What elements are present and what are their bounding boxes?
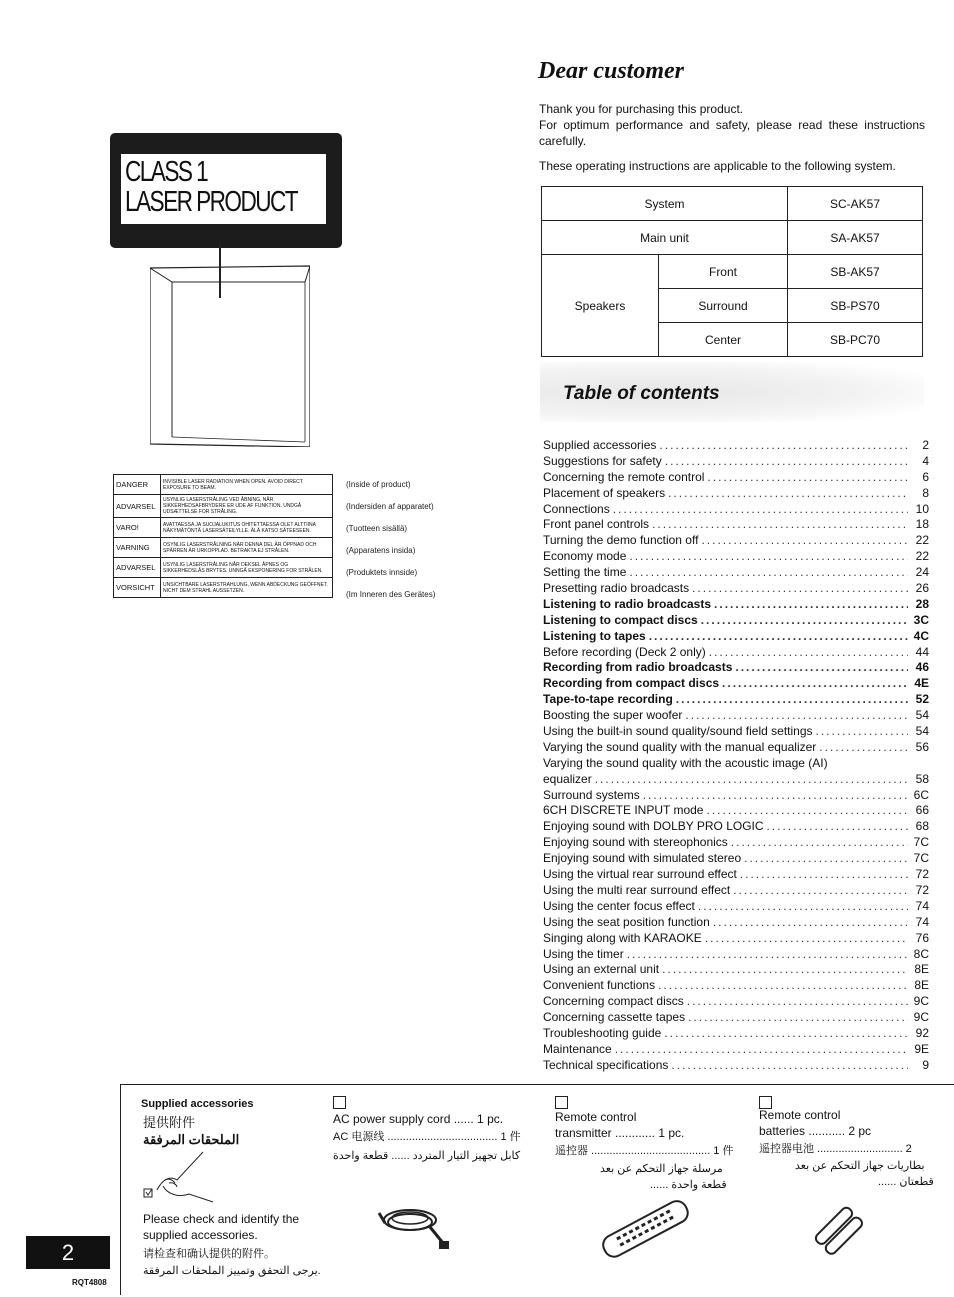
toc-entry (543, 803, 929, 819)
warning-note: (Indersiden af apparatet) (346, 502, 434, 511)
toc-leader-dots (709, 645, 908, 659)
ac-cord-label-ar: كابل تجهيز التيار المتردد ...... قطعة واحدة (333, 1150, 521, 1162)
toc-entry (543, 994, 929, 1010)
toc-entry-page: 4C (913, 628, 929, 643)
toc-entry (543, 645, 929, 661)
toc-entry-page: 3C (913, 612, 929, 627)
speaker-name: Surround (659, 289, 788, 323)
check-note: Please check and identify the supplied accessories. (143, 1212, 300, 1242)
warning-note: (Apparatens insida) (346, 546, 416, 555)
laser-warning-table (113, 474, 333, 598)
toc-leader-dots (652, 517, 908, 531)
warning-text: INVISIBLE LASER RADIATION WHEN OPEN. AVOID DIRECT EXPOSURE TO BEAM. (161, 475, 333, 495)
toc-entry-label: Troubleshooting guide (543, 1025, 662, 1040)
toc-entry-page: 72 (915, 882, 929, 897)
toc-entry-page: 9 (922, 1057, 929, 1072)
toc-leader-dots (706, 803, 908, 817)
toc-entry-label: Listening to tapes (543, 628, 646, 643)
warning-row (114, 475, 333, 495)
toc-leader-dots (819, 740, 908, 754)
toc-leader-dots (595, 772, 908, 786)
toc-entry-page: 22 (915, 549, 929, 564)
toc-entry-page: 8 (922, 485, 929, 500)
checkbox-remote[interactable] (555, 1096, 568, 1109)
toc-leader-dots (744, 851, 908, 865)
toc-entry-label: Recording from compact discs (543, 676, 720, 691)
toc-entry (543, 549, 929, 565)
toc-entry (543, 692, 929, 708)
intro-applicable: These operating instructions are applicable to the following system. (539, 159, 896, 173)
system-label: System (542, 187, 788, 221)
toc-entry (543, 772, 929, 788)
speaker-model: SB-PS70 (788, 289, 923, 323)
speaker-name: Front (659, 255, 788, 289)
toc-leader-dots (687, 994, 908, 1008)
toc-entry-page: 26 (915, 581, 929, 596)
remote-control-icon (595, 1193, 695, 1263)
toc-entry-label: Turning the demo function off (543, 533, 699, 548)
toc-leader-dots (698, 899, 908, 913)
warning-lang: ADVARSEL (114, 558, 161, 578)
toc-entry (543, 629, 929, 645)
toc-entry (543, 835, 929, 851)
toc-entry (543, 883, 929, 899)
toc-entry-page: 68 (915, 819, 929, 834)
toc-entry-label: Using the seat position function (543, 914, 710, 929)
toc-leader-dots (671, 1058, 908, 1072)
intro-read-instructions: For optimum performance and safety, please read these instructions carefully. (539, 118, 925, 148)
toc-leader-dots (659, 438, 908, 452)
toc-entry-label: Concerning cassette tapes (543, 1010, 686, 1025)
toc-entry-label: Singing along with KARAOKE (543, 930, 702, 945)
hand-checking-icon (143, 1150, 218, 1205)
warning-lang: DANGER (114, 475, 161, 495)
toc-entry (543, 819, 929, 835)
toc-entry (543, 724, 929, 740)
toc-entry-label: Connections (543, 501, 610, 516)
toc-entry-label: Surround systems (543, 787, 640, 802)
toc-entry-page: 22 (915, 533, 929, 548)
toc-entry-page: 2 (922, 438, 929, 452)
product-illustration (150, 262, 310, 447)
table-of-contents (543, 438, 929, 1074)
toc-entry-page: 54 (915, 724, 929, 739)
toc-leader-dots (735, 660, 908, 674)
toc-entry-page: 52 (915, 692, 929, 707)
toc-entry-label: Using the built-in sound quality/sound field settings (543, 724, 813, 739)
toc-leader-dots (615, 1042, 908, 1056)
toc-leader-dots (714, 597, 908, 611)
toc-entry-label: Economy mode (543, 549, 627, 564)
toc-entry-page: 6 (922, 469, 929, 484)
toc-entry-page: 54 (915, 708, 929, 723)
toc-entry (543, 454, 929, 470)
toc-entry (543, 740, 929, 756)
toc-entry (543, 533, 929, 549)
toc-entry (543, 931, 929, 947)
toc-entry-page: 4E (914, 676, 929, 691)
toc-entry (543, 1026, 929, 1042)
toc-entry-label: Using an external unit (543, 962, 660, 977)
laser-class-label (110, 133, 342, 248)
accessories-heading-zh: 提供附件 (143, 1115, 196, 1130)
toc-entry (543, 581, 929, 597)
toc-entry-label: Varying the sound quality with the manual equalizer (543, 739, 817, 754)
toc-entry-page: 66 (915, 803, 929, 818)
toc-entry-page: 24 (915, 565, 929, 580)
toc-entry-page: 10 (915, 501, 929, 516)
warning-note: (Tuotteen sisällä) (346, 524, 408, 533)
toc-entry-page: 76 (915, 930, 929, 945)
toc-entry-label: Front panel controls (543, 517, 650, 532)
toc-entry-label: Using the center focus effect (543, 898, 695, 913)
toc-leader-dots (613, 502, 908, 516)
toc-entry-label: Varying the sound quality with the acoustic image (AI) (543, 755, 828, 770)
toc-leader-dots (629, 549, 908, 563)
toc-leader-dots (701, 533, 908, 547)
batteries-label-zh: 遥控器电池 ............................ 2 (759, 1143, 912, 1155)
main-unit-label: Main unit (542, 221, 788, 255)
toc-entry-page: 4 (922, 453, 929, 468)
system-table (541, 186, 923, 357)
toc-entry-page: 9C (913, 1010, 929, 1025)
toc-entry (543, 502, 929, 518)
toc-entry (543, 1058, 929, 1074)
warning-text: USYNLIG LASERSTRÅLING NÅR DEKSEL ÅPNES OG SIKKERHEDSLÅS BRYTES. UNNGÅ EKSPONERING FOR STRÅLEN. (161, 558, 333, 578)
toc-entry (543, 899, 929, 915)
remote-label-ar-2: ...... قطعة واحدة (650, 1179, 727, 1191)
warning-lang: VARO! (114, 518, 161, 538)
warning-note: (Inside of product) (346, 480, 411, 489)
toc-entry-page: 58 (915, 771, 929, 786)
toc-leader-dots (629, 565, 908, 579)
toc-entry-label: Enjoying sound with DOLBY PRO LOGIC (543, 819, 764, 834)
main-unit-value: SA-AK57 (788, 221, 923, 255)
toc-leader-dots (707, 470, 908, 484)
toc-leader-dots (722, 676, 908, 690)
laser-label-line2: LASER PRODUCT (125, 186, 298, 218)
warning-row (114, 558, 333, 578)
toc-entry-page: 92 (915, 1025, 929, 1040)
batteries-label-2: batteries ........... 2 pc (759, 1124, 872, 1138)
toc-leader-dots (662, 962, 908, 976)
toc-entry (543, 676, 929, 692)
toc-leader-dots (688, 1010, 908, 1024)
accessories-heading-ar: الملحقات المرفقة (143, 1132, 240, 1147)
batteries-icon (810, 1203, 870, 1255)
speakers-label: Speakers (542, 255, 659, 357)
toc-entry-page: 74 (915, 914, 929, 929)
toc-entry-label: Setting the time (543, 565, 627, 580)
toc-entry-label: Listening to compact discs (543, 612, 698, 627)
toc-entry-label: equalizer (543, 771, 592, 786)
remote-label-zh: 遥控器 ....................................... 1 件 (555, 1145, 734, 1157)
toc-entry (543, 978, 929, 994)
warning-lang: ADVARSEL (114, 495, 161, 518)
toc-entry-page: 72 (915, 867, 929, 882)
toc-entry-page: 6C (913, 787, 929, 802)
warning-row (114, 495, 333, 518)
toc-entry (543, 486, 929, 502)
toc-leader-dots (713, 915, 908, 929)
toc-entry (543, 851, 929, 867)
warning-text: AVATTAESSA JA SUOJALUKITUS OHITETTAESSA OLET ALTTIINA NÄKYMÄTÖNTÄ LASERSÄTEILYLLE. ÄLÄ KATSO SÄTEESEEN. (161, 518, 333, 538)
toc-entry-label: Technical specifications (543, 1057, 669, 1072)
toc-entry (543, 1010, 929, 1026)
toc-entry (543, 708, 929, 724)
toc-entry-label: 6CH DISCRETE INPUT mode (543, 803, 704, 818)
toc-leader-dots (627, 947, 908, 961)
toc-leader-dots (816, 724, 909, 738)
toc-leader-dots (733, 883, 908, 897)
toc-entry (543, 517, 929, 533)
toc-leader-dots (767, 819, 908, 833)
intro-thanks: Thank you for purchasing this product. (539, 102, 744, 116)
toc-entry-label: Concerning the remote control (543, 469, 705, 484)
toc-entry-label: Enjoying sound with stereophonics (543, 835, 728, 850)
toc-entry-page: 46 (915, 660, 929, 675)
toc-entry (543, 565, 929, 581)
toc-entry (543, 438, 929, 454)
toc-leader-dots (658, 978, 908, 992)
toc-entry-label: Listening to radio broadcasts (543, 596, 712, 611)
toc-entry-page: 9C (913, 994, 929, 1009)
remote-label-1: Remote control (555, 1110, 637, 1124)
warning-lang: VORSICHT (114, 578, 161, 598)
toc-entry-label: Before recording (Deck 2 only) (543, 644, 706, 659)
toc-entry (543, 788, 929, 804)
document-code: RQT4808 (72, 1278, 107, 1287)
warning-note: (Produktets innside) (346, 568, 418, 577)
toc-leader-dots (665, 454, 908, 468)
toc-leader-dots (740, 867, 908, 881)
toc-entry (543, 1042, 929, 1058)
warning-text: UNSICHTBARE LASERSTRAHLUNG, WENN ABDECKUNG GEÖFFNET. NICHT DEM STRAHL AUSSETZEN. (161, 578, 333, 598)
warning-note: (Im Inneren des Gerätes) (346, 590, 436, 599)
warning-row (114, 518, 333, 538)
toc-leader-dots (705, 931, 908, 945)
accessories-heading: Supplied accessories (141, 1098, 254, 1110)
toc-entry-label: Supplied accessories (543, 438, 657, 452)
batteries-label-1: Remote control (759, 1108, 841, 1122)
toc-leader-dots (676, 692, 908, 706)
toc-entry-label: Recording from radio broadcasts (543, 660, 733, 675)
toc-entry (543, 597, 929, 613)
toc-entry (543, 756, 929, 772)
ac-cord-icon (375, 1195, 455, 1255)
toc-entry-page: 8E (914, 978, 929, 993)
toc-entry-label: Maintenance (543, 1041, 612, 1056)
toc-entry-page: 8C (913, 946, 929, 961)
toc-entry-label: Concerning compact discs (543, 994, 684, 1009)
laser-label-inner (121, 154, 326, 224)
speaker-model: SB-AK57 (788, 255, 923, 289)
toc-leader-dots (668, 486, 908, 500)
toc-leader-dots (692, 581, 908, 595)
laser-label-line1: CLASS 1 (125, 156, 208, 188)
toc-entry-page: 7C (913, 835, 929, 850)
toc-entry-page: 56 (915, 739, 929, 754)
toc-entry-page: 74 (915, 898, 929, 913)
ac-cord-label: AC power supply cord ...... 1 pc. (333, 1112, 504, 1126)
speaker-name: Center (659, 323, 788, 357)
toc-entry-label: Using the multi rear surround effect (543, 882, 731, 897)
checkbox-ac-cord[interactable] (333, 1096, 346, 1109)
toc-leader-dots (664, 1026, 908, 1040)
toc-entry-label: Enjoying sound with simulated stereo (543, 851, 742, 866)
toc-entry (543, 660, 929, 676)
toc-entry-label: Tape-to-tape recording (543, 692, 673, 707)
toc-entry-label: Suggestions for safety (543, 453, 662, 468)
toc-leader-dots (731, 835, 908, 849)
toc-entry-page: 9E (914, 1041, 929, 1056)
batteries-label-ar-1: بطاريات جهاز التحكم عن بعد (795, 1160, 925, 1172)
toc-leader-dots (643, 788, 908, 802)
warning-row (114, 538, 333, 558)
toc-entry (543, 867, 929, 883)
check-note-zh: 请检查和确认提供的附件。 (143, 1248, 275, 1260)
system-value: SC-AK57 (788, 187, 923, 221)
toc-entry-page: 8E (914, 962, 929, 977)
toc-entry (543, 962, 929, 978)
toc-entry-label: Convenient functions (543, 978, 656, 993)
warning-lang: VARNING (114, 538, 161, 558)
toc-entry-label: Using the timer (543, 946, 624, 961)
toc-title: Table of contents (563, 383, 720, 404)
batteries-label-ar-2: ...... قطعتان (878, 1176, 934, 1188)
remote-label-ar-1: مرسلة جهاز التحكم عن بعد (600, 1163, 723, 1175)
toc-entry-page: 7C (913, 851, 929, 866)
toc-leader-dots (649, 629, 908, 643)
remote-label-2: transmitter ............ 1 pc. (555, 1126, 685, 1140)
warning-text: USYNLIG LASERSTRÅLING VED ÅBNING, NÅR SIKKERHEDSAFBRYDERE ER UDE AF FUNKTION. UNDGÅ UDSÆTTELSE FOR STRÅLING. (161, 495, 333, 518)
warning-row (114, 578, 333, 598)
toc-entry-page: 44 (915, 644, 929, 659)
toc-entry (543, 613, 929, 629)
ac-cord-label-zh: AC 电源线 .................................... 1 件 (333, 1131, 521, 1143)
toc-entry-label: Boosting the super woofer (543, 708, 683, 723)
toc-entry-label: Using the virtual rear surround effect (543, 867, 737, 882)
toc-entry-label: Placement of speakers (543, 485, 666, 500)
toc-entry-label: Presetting radio broadcasts (543, 581, 690, 596)
toc-entry (543, 915, 929, 931)
toc-entry (543, 947, 929, 963)
toc-entry-page: 18 (915, 517, 929, 532)
page-title: Dear customer (538, 58, 684, 84)
toc-leader-dots (685, 708, 908, 722)
warning-text: OSYNLIG LASERSTRÅLNING NÄR DENNA DEL ÄR ÖPPNAD OCH SPÄRREN ÄR URKOPPLAD. BETRAKTA EJ STRÅLEN. (161, 538, 333, 558)
laser-label-pointer (219, 244, 221, 298)
toc-leader-dots (701, 613, 908, 627)
page-number: 2 (26, 1236, 110, 1269)
speaker-model: SB-PC70 (788, 323, 923, 357)
toc-entry (543, 470, 929, 486)
toc-entry-page: 28 (915, 596, 929, 611)
check-note-ar: يرجى التحقق وتمييز الملحقات المرفقة. (143, 1265, 321, 1277)
